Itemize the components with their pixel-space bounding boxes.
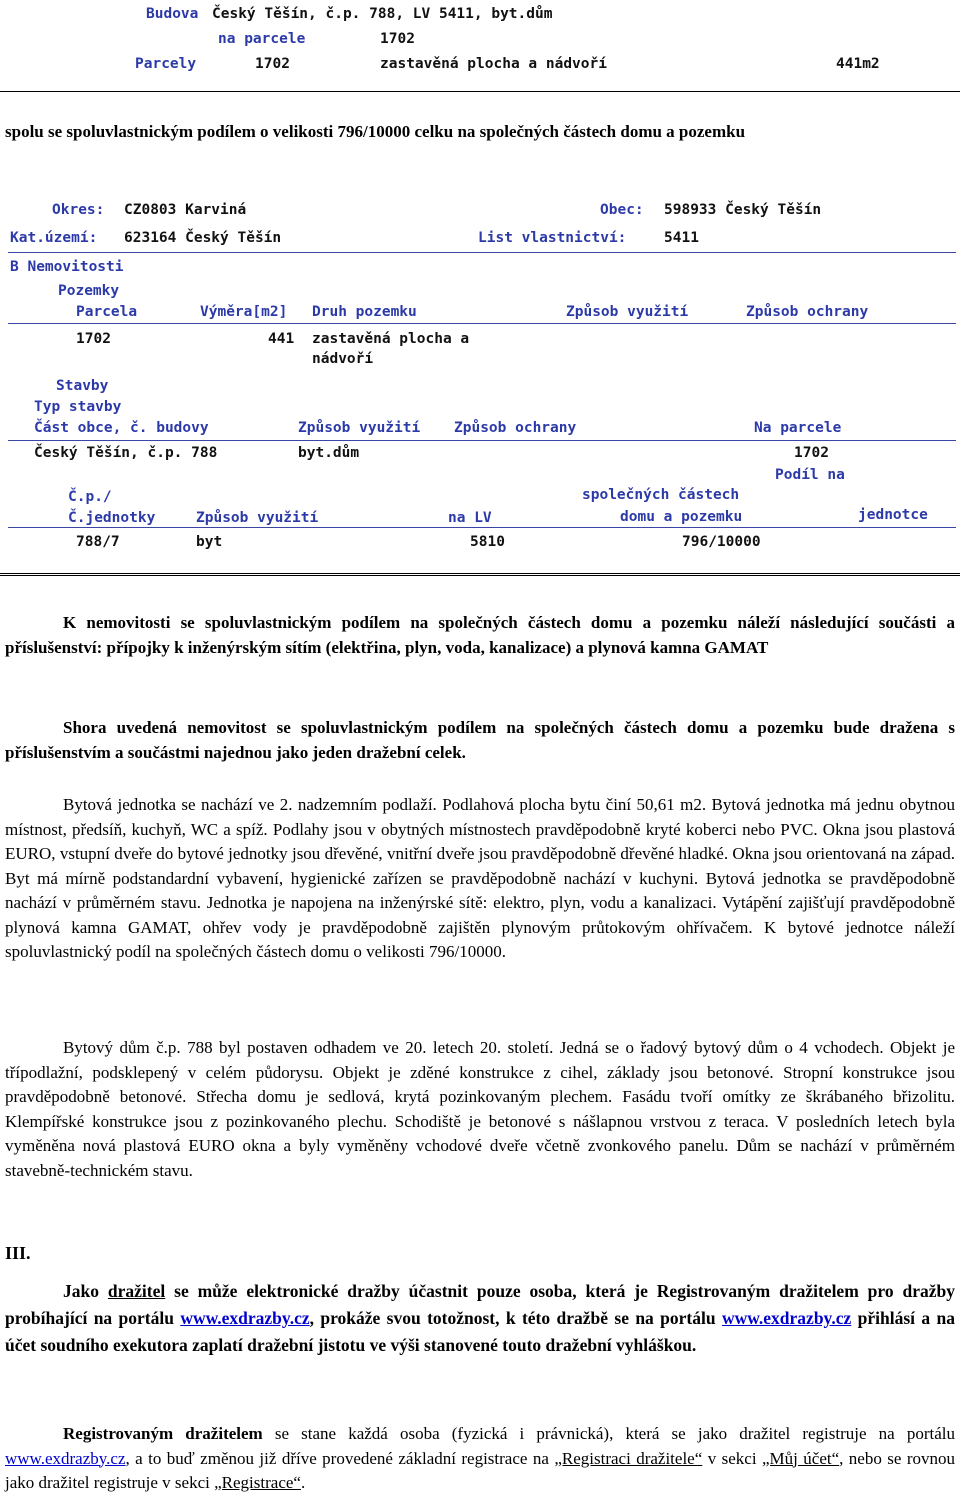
paragraph-drazitel: [5, 1278, 955, 1359]
cadastre-rule-3: [8, 440, 956, 441]
row-podil: 796/10000: [682, 534, 761, 550]
col-na-parcele: Na parcele: [754, 420, 842, 436]
muj-ucet-link[interactable]: „Můj účet“: [761, 1448, 840, 1468]
na-parcele-value: 1702: [380, 31, 415, 47]
registrace-text-c: v sekci: [702, 1448, 762, 1468]
lv-value: 5411: [664, 230, 699, 246]
col-na-lv: na LV: [448, 510, 492, 526]
cadastre-rule-4: [8, 527, 956, 528]
katuzemi-value: 623164 Český Těšín: [124, 230, 282, 246]
registrovany-drazitel-bold: Registrovaným dražitelem: [63, 1424, 263, 1443]
section-b: B Nemovitosti: [10, 259, 124, 275]
registrace-text-b: , a to buď změnou již dříve provedené základní registrace na: [125, 1448, 555, 1468]
paragraph-bytova-jednotka: Bytová jednotka se nachází ve 2. nadzemním podlaží. Podlahová plocha bytu činí 50,61 m2. Bytová jednotka má jednu obytnou místnost, předsíň, kuchyň, WC a spíž. Podlahy jsou v obytných místnostech pravděpodobně kryté koberci nebo PVC. Okna jsou plastová EURO, vstupní dveře do bytové jednotky jsou dřevěné, vnitřní dveře jsou pravděpodobně dřevěné hladké. Okna jsou orientovaná na západ. Byt má mírně podstandardní vybavení, hygienické zařízen se pravděpodobně nachází v kuchyni. Bytová jednotka se pravděpodobně nachází v průměrném stavu. Jednotka je napojena na inženýrské sítě: elektro, plyn, vodu a kanalizaci. Vytápění zajišťují pravděpodobně plynová kamna GAMAT, ohřev vody je pravděpodobně zajištěn plynovým průtokovým ohřívačem. K bytové jednotce náleží spoluvlastnický podíl na společných částech domu o velikosti 796/10000.: [5, 795, 955, 961]
okres-value: CZ0803 Karviná: [124, 202, 247, 218]
col-podil-3: domu a pozemku: [620, 509, 743, 525]
parcely-label: Parcely: [135, 56, 197, 72]
parcely-type: zastavěná plocha a nádvoří: [380, 56, 607, 72]
registrace-text-a: se stane každá osoba (fyzická i právnická), která se jako dražitel registruje na portálu: [262, 1424, 955, 1443]
okres-label: Okres:: [52, 202, 105, 218]
cadastre-rule-1: [8, 252, 956, 253]
paragraph-registrace: [5, 1422, 955, 1496]
col-cp-2: Č.jednotky: [68, 510, 156, 526]
row-cp: 788/7: [76, 534, 120, 550]
obec-value: 598933 Český Těšín: [664, 202, 822, 218]
stavby-label: Stavby: [56, 378, 109, 394]
registraci-drazitele-link[interactable]: „Registraci dražitele“: [554, 1448, 703, 1468]
col-cp-1: Č.p./: [68, 489, 112, 505]
drazitel-link[interactable]: dražitel: [107, 1281, 166, 1301]
row-parcela: 1702: [76, 331, 111, 347]
col-zpusob-ochrany-2: Způsob ochrany: [454, 420, 577, 436]
col-podil-2: společných částech: [582, 487, 740, 503]
registrace-text-d: , nebo se rovnou jako dražitel registruje v sekci: [5, 1448, 956, 1492]
col-druh: Druh pozemku: [312, 304, 417, 320]
col-zpusob-ochrany: Způsob ochrany: [746, 304, 869, 320]
lv-label: List vlastnictví:: [478, 230, 627, 246]
paragraph-drazena: Shora uvedená nemovitost se spoluvlastnickým podílem na společných částech domu a pozemku bude dražena s příslušenstvím a součástmi najednou jako jeden dražební celek.: [5, 718, 955, 762]
exdrazby-link-1[interactable]: www.exdrazby.cz: [180, 1308, 310, 1328]
budova-value: Český Těšín, č.p. 788, LV 5411, byt.dům: [212, 6, 553, 22]
col-parcela: Parcela: [76, 304, 138, 320]
registrace-text-e: .: [300, 1473, 306, 1492]
row-druh-2: nádvoří: [312, 351, 374, 367]
paragraph-bytovy-dum: Bytový dům č.p. 788 byl postaven odhadem ve 20. letech 20. století. Jedná se o řadový bytový dům o 4 vchodech. Objekt je třípodlažní, podsklepený v celém půdorysu. Objekt je zděné konstrukce z cihel, základy jsou betonové. Stropní konstrukce jsou pravděpodobně betonové. Střecha domu je sedlová, krytá pozinkovaným plechem. Fasádu tvoří omítky ze škrábaného břizolitu. Klempířské konstrukce jsou z pozinkovaného plechu. Schodiště je betonové s nášlapnou vrstvou z teraca. V posledních letech byla vyměněna nová plastová EURO okna a byly vyměněny vchodové dveře včetně zvonkového panelu. Dům se nachází v průměrném stavebně-technickém stavu.: [5, 1038, 955, 1180]
col-cast-obce: Část obce, č. budovy: [34, 420, 209, 436]
obec-label: Obec:: [600, 202, 644, 218]
pozemky-label: Pozemky: [58, 283, 120, 299]
exdrazby-link-3[interactable]: www.exdrazby.cz: [5, 1448, 126, 1468]
row-typ: byt: [196, 534, 223, 550]
col-podil-1: Podíl na: [775, 467, 845, 483]
paragraph-prislusenstvi: K nemovitosti se spoluvlastnickým podílem na společných částech domu a pozemku náleží následující součásti a příslušenství: přípojky k inženýrským sítím (elektřina, plyn, voda, kanalizace) a plynová kamna GAMAT: [5, 613, 955, 657]
section-heading: III.: [5, 1243, 31, 1263]
drazitel-text-a: Jako: [63, 1281, 108, 1301]
header-divider: [0, 91, 960, 92]
col-zpusob-vyuziti: Způsob využití: [566, 304, 689, 320]
intro-paragraph: spolu se spoluvlastnickým podílem o velikosti 796/10000 celku na společných částech domu a pozemku: [5, 122, 746, 141]
cadastre-rule-2: [8, 323, 956, 324]
budova-label: Budova: [146, 6, 199, 22]
katuzemi-label: Kat.území:: [10, 230, 98, 246]
row-zpusob: byt.dům: [298, 445, 360, 461]
col-vymera: Výměra[m2]: [200, 304, 288, 320]
exdrazby-link-2[interactable]: www.exdrazby.cz: [721, 1308, 852, 1328]
parcely-area: 441m2: [836, 56, 880, 72]
row-na-parcele: 1702: [794, 445, 829, 461]
na-parcele-label: na parcele: [218, 31, 306, 47]
parcely-number: 1702: [255, 56, 290, 72]
row-cast-obce: Český Těšín, č.p. 788: [34, 445, 218, 461]
col-zpusob-vyuziti-2: Způsob využití: [298, 420, 421, 436]
registrace-link[interactable]: „Registrace“: [214, 1473, 301, 1492]
row-druh-1: zastavěná plocha a: [312, 331, 470, 347]
drazitel-text-d: přihlásí a na účet soudního exekutora zaplatí dražební jistotu ve výši stanovené touto dražební vyhláškou.: [5, 1308, 955, 1355]
typ-stavby-label: Typ stavby: [34, 399, 122, 415]
row-vymera: 441: [268, 331, 295, 347]
cadastre-divider: [0, 573, 960, 576]
drazitel-text-b: se může elektronické dražby účastnit pouze osoba, která je Registrovaným dražitelem pro dražby probíhající na portálu: [5, 1281, 955, 1328]
row-lv: 5810: [470, 534, 505, 550]
col-jednotce: jednotce: [858, 507, 928, 523]
drazitel-text-c: , prokáže svou totožnost, k této dražbě se na portálu: [309, 1308, 722, 1328]
col-zpusob-vyuziti-3: Způsob využití: [196, 510, 319, 526]
